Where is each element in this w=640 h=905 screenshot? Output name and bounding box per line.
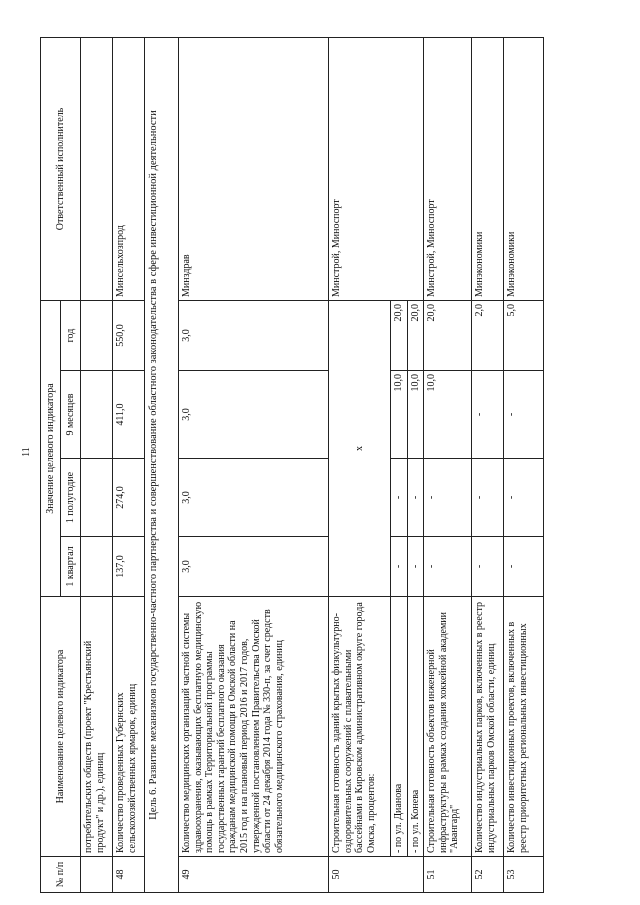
row-h1: 274,0: [113, 459, 145, 537]
table-row: [504, 37, 544, 892]
table-row: [81, 37, 113, 892]
row-resp: [81, 37, 113, 300]
table-row: [113, 37, 145, 892]
row-resp: Минстрой, Миноспорт: [329, 37, 424, 300]
row-m9: 3,0: [179, 371, 329, 459]
row-num: 52: [472, 857, 504, 893]
row-year: 20,0: [424, 300, 472, 370]
row-resp: Минсельхозпрод: [113, 37, 145, 300]
row-num: 48: [113, 857, 145, 893]
row-num: [81, 857, 113, 893]
row-year: [81, 300, 113, 370]
header-q1: 1 квартал: [61, 537, 81, 597]
table-row: [472, 37, 504, 892]
row-q1: 3,0: [179, 537, 329, 597]
row-mark: х: [329, 300, 391, 596]
row-year: 2,0: [472, 300, 504, 370]
row-name: Количество медицинских организаций частной системы здравоохранения, оказывающих бесплатную медицинскую помощь в рамках Территориальной программы государственных гарантий бесплатного оказания гражданам медицинской помощи в Омской области на 2015 год и на плановый период 2016 и 2017 годов, утвержденной постановлением Правительства Омской области от 24 декабря 2014 года № 330-п, за счет средств обязательного медицинского страхования, единиц: [179, 597, 329, 857]
page-number: 11: [21, 447, 32, 457]
row-resp: Минстрой, Миноспорт: [424, 37, 472, 300]
row-name: Количество инвестиционных проектов, включенных в реестр приоритетных региональных инвестиционных: [504, 597, 544, 857]
row-h1: -: [472, 459, 504, 537]
header-year: год: [61, 300, 81, 370]
row-q1: -: [424, 537, 472, 597]
row-q1: -: [407, 537, 424, 597]
row-m9: 10,0: [424, 371, 472, 459]
row-h1: -: [407, 459, 424, 537]
row-q1: [81, 537, 113, 597]
row-name: Количество проведенных Губернских сельскохозяйственных ярмарок, единиц: [113, 597, 145, 857]
row-h1: -: [391, 459, 408, 537]
row-resp: Минэкономики: [504, 37, 544, 300]
table-row: [424, 37, 472, 892]
goal-6-title: Цель 6. Развитие механизмов государственно-частного партнерства и совершенствование областного законодательства в сфере инвестиционной деятельности: [145, 37, 179, 892]
rotated-page: [40, 38, 640, 893]
header-m9: 9 месяцев: [61, 371, 81, 459]
row-name: потребительских обществ (проект "Крестьянский продукт" и др.), единиц: [81, 597, 113, 857]
row-m9: 411,0: [113, 371, 145, 459]
row-m9: -: [504, 371, 544, 459]
row-m9: 10,0: [407, 371, 424, 459]
goal-row: [145, 37, 179, 892]
row-q1: 137,0: [113, 537, 145, 597]
row-year: 5,0: [504, 300, 544, 370]
row-num: 51: [424, 857, 472, 893]
row-year: 550,0: [113, 300, 145, 370]
row-h1: 3,0: [179, 459, 329, 537]
header-responsible: Ответственный исполнитель: [41, 37, 81, 300]
row-num: 53: [504, 857, 544, 893]
header-num: № п/п: [41, 857, 81, 893]
row-year: 3,0: [179, 300, 329, 370]
row-name: - по ул. Конева: [407, 597, 424, 857]
table-row: [179, 37, 329, 892]
row-q1: -: [391, 537, 408, 597]
row-name: Строительная готовность зданий крытых физкультурно-оздоровительных сооружений с плавательными бассейнами в Кировском административном округе города Омска, процентов:: [329, 597, 391, 857]
row-name: - по ул. Дианова: [391, 597, 408, 857]
row-h1: -: [504, 459, 544, 537]
row-num: 49: [179, 857, 329, 893]
row-m9: 10,0: [391, 371, 408, 459]
indicator-table: [40, 37, 544, 893]
header-value-group: Значение целевого индикатора: [41, 300, 61, 596]
row-m9: [81, 371, 113, 459]
row-h1: -: [424, 459, 472, 537]
row-resp: Минэкономики: [472, 37, 504, 300]
header-name: Наименование целевого индикатора: [41, 597, 81, 857]
row-q1: -: [472, 537, 504, 597]
row-name: Количество индустриальных парков, включенных в реестр индустриальных парков Омской области, единиц: [472, 597, 504, 857]
table-row: [329, 37, 391, 892]
row-year: 20,0: [407, 300, 424, 370]
row-h1: [81, 459, 113, 537]
header-h1: 1 полугодие: [61, 459, 81, 537]
row-num: 50: [329, 857, 424, 893]
row-resp: Минздрав: [179, 37, 329, 300]
row-m9: -: [472, 371, 504, 459]
row-q1: -: [504, 537, 544, 597]
row-year: 20,0: [391, 300, 408, 370]
row-name: Строительная готовность объектов инженерной инфраструктуры в рамках создания хоккейной академии "Авангард": [424, 597, 472, 857]
